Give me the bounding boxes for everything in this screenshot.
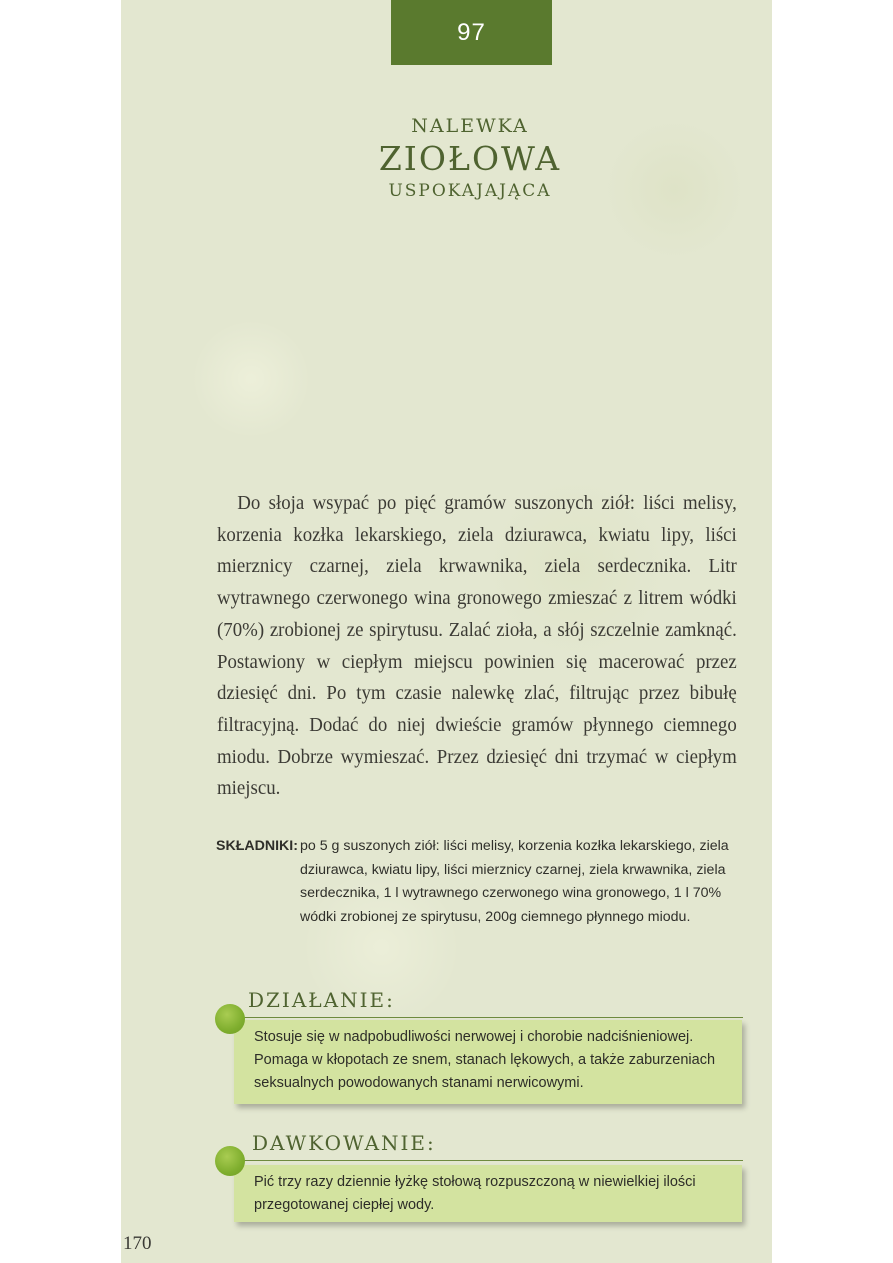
title-bottom-line: USPOKAJAJĄCA <box>388 181 552 201</box>
action-bullet-icon <box>215 1004 245 1034</box>
recipe-number-badge <box>391 0 552 65</box>
dosage-box <box>234 1165 742 1222</box>
recipe-number: 97 <box>457 18 486 46</box>
title-main-line: ZIOŁOWA <box>378 139 562 178</box>
action-divider <box>243 1017 743 1018</box>
dosage-heading: DAWKOWANIE: <box>252 1131 436 1155</box>
recipe-instructions: Do słoja wsypać po pięć gramów suszonych ziół: liści melisy, korzenia kozłka lekarskiego, ziela dziurawca, kwiatu lipy, liści mierznicy czarnej, ziela krwawnika, ziela serdecznika. Litr wytrawnego czerwonego wina gronowego zmieszać z litrem wódki (70%) zrobionej ze spirytusu. Zalać zioła, a słój szczelnie zamknąć. Postawiony w ciepłym miejscu powinien się macerować przez dziesięć dni. Po tym czasie nalewkę zlać, filtrując przez bibułę filtracyjną. Dodać do niej dwieście gramów płynnego ciemnego miodu. Dobrze wymieszać. Przez dziesięć dni trzymać w ciepłym miejscu. <box>217 492 737 800</box>
ingredients-text: po 5 g suszonych ziół: liści melisy, korzenia kozłka lekarskiego, ziela dziurawca, kwiatu lipy, liści mierznicy czarnej, ziela krwawnika, ziela serdecznika, 1 l wytrawnego czerwonego wina gronowego, 1 l 70% wódki zrobionej ze spirytusu, 200g ciemnego płynnego miodu. <box>300 838 729 925</box>
action-heading: DZIAŁANIE: <box>248 988 395 1012</box>
ingredients-label: SKŁADNIKI: <box>216 838 298 854</box>
dosage-divider <box>243 1160 743 1161</box>
dosage-bullet-icon <box>215 1146 245 1176</box>
action-box <box>234 1020 742 1104</box>
action-text: Stosuje się w nadpobudliwości nerwowej i chorobie nadciśnieniowej. Pomaga w kłopotach ze snem, stanach lękowych, a także zaburzeniach seksualnych powodowanych stanami nerwicowymi. <box>254 1029 716 1091</box>
title-top-line: NALEWKA <box>411 115 529 137</box>
recipe-title <box>310 112 630 204</box>
dosage-text: Pić trzy razy dziennie łyżkę stołową rozpuszczoną w niewielkiej ilości przegotowanej ciepłej wody. <box>254 1174 696 1213</box>
page-number: 170 <box>123 1233 152 1254</box>
